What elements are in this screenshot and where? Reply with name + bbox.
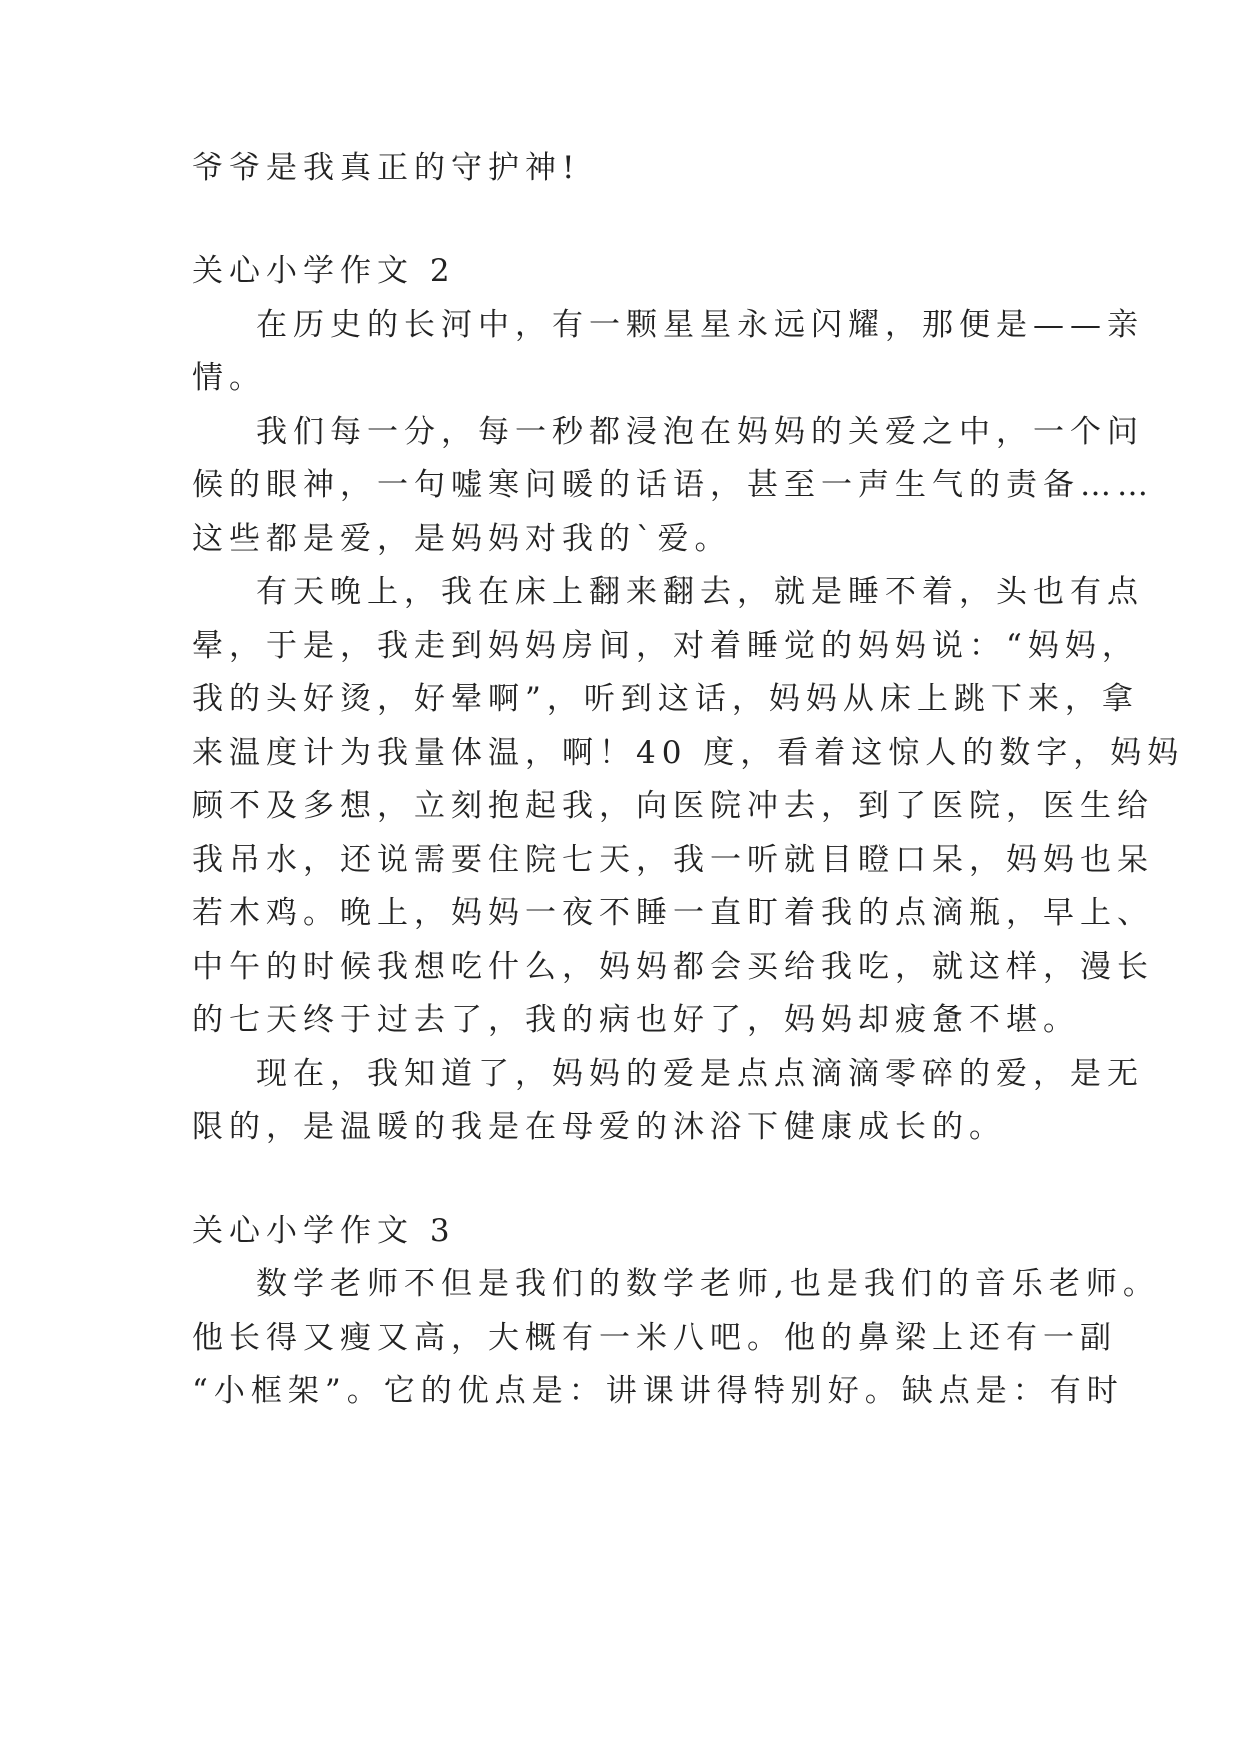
paragraph-line: 这些都是爱，是妈妈对我的`爱。 [192,521,732,557]
paragraph-line: 有天晚上，我在床上翻来翻去，就是睡不着，头也有点 [256,574,1144,610]
paragraph-line: 候的眼神，一句嘘寒问暖的话语，甚至一声生气的责备…… [192,467,1154,503]
paragraph-line: 数学老师不但是我们的数学老师,也是我们的音乐老师。 [256,1266,1160,1302]
paragraph-line: 他长得又瘦又高，大概有一米八吧。他的鼻梁上还有一副 [192,1320,1117,1356]
section-heading: 关心小学作文 2 [192,253,456,289]
paragraph-line: 来温度计为我量体温，啊！40 度，看着这惊人的数字，妈妈 [192,735,1185,771]
paragraph-line: 我们每一分，每一秒都浸泡在妈妈的关爱之中，一个问 [256,414,1144,450]
paragraph-line: 的七天终于过去了，我的病也好了，妈妈却疲惫不堪。 [192,1002,1080,1038]
paragraph-line: 限的，是温暖的我是在母爱的沐浴下健康成长的。 [192,1109,1006,1145]
paragraph-line: “小框架”。它的优点是：讲课讲得特别好。缺点是：有时 [192,1373,1124,1409]
section-heading: 关心小学作文 3 [192,1213,456,1249]
paragraph-line: 若木鸡。晚上，妈妈一夜不睡一直盯着我的点滴瓶，早上、 [192,895,1154,931]
paragraph-line: 顾不及多想，立刻抱起我，向医院冲去，到了医院，医生给 [192,788,1154,824]
paragraph-line: 中午的时候我想吃什么，妈妈都会买给我吃，就这样，漫长 [192,949,1154,985]
paragraph-line: 我的头好烫，好晕啊”，听到这话，妈妈从床上跳下来，拿 [192,681,1139,717]
paragraph-line: 晕，于是，我走到妈妈房间，对着睡觉的妈妈说：“妈妈， [192,628,1139,664]
paragraph-line: 我吊水，还说需要住院七天，我一听就目瞪口呆，妈妈也呆 [192,842,1154,878]
paragraph-line: 现在，我知道了，妈妈的爱是点点滴滴零碎的爱，是无 [256,1056,1144,1092]
paragraph-line: 情。 [192,360,266,396]
paragraph-line: 在历史的长河中，有一颗星星永远闪耀，那便是——亲 [256,307,1144,343]
paragraph-line: 爷爷是我真正的守护神! [192,150,581,186]
